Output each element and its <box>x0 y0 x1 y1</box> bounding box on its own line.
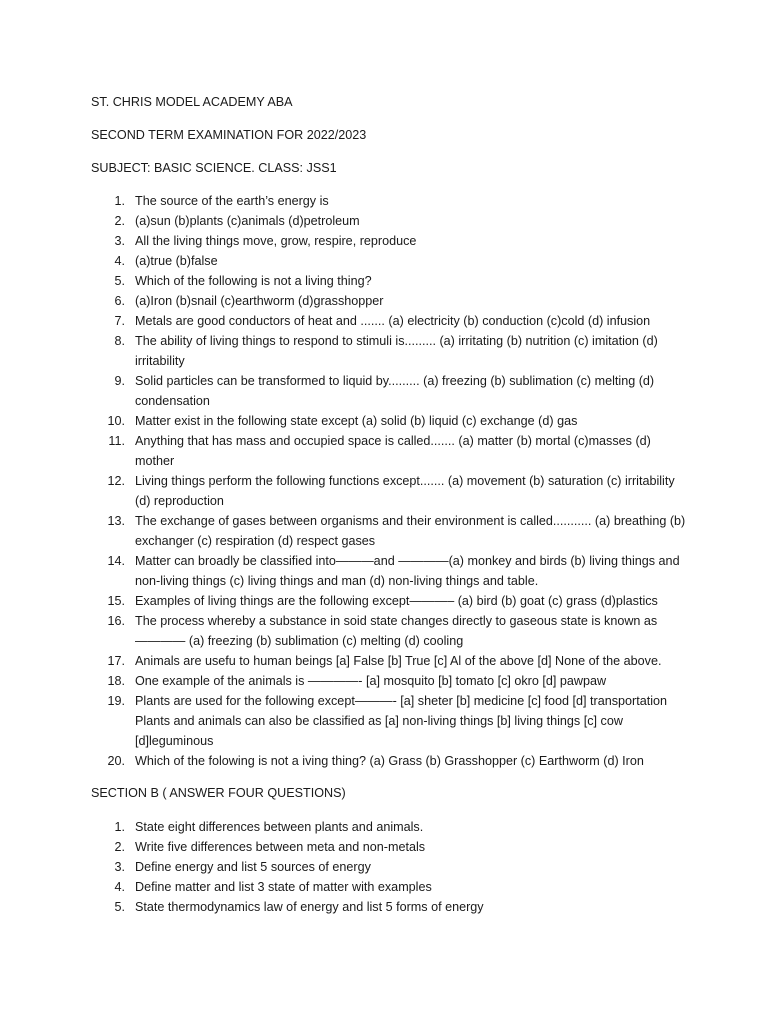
question-item <box>91 311 691 331</box>
question-text: The exchange of gases between organisms and their environment is called........... (a) breathing (b) exchanger (c) respiration (d) respect gases <box>135 514 686 548</box>
question-number: 9. <box>114 374 125 388</box>
question-number: 7. <box>114 314 125 328</box>
school-name: ST. CHRIS MODEL ACADEMY ABA <box>91 95 293 109</box>
question-item <box>91 897 691 917</box>
question-number: 19. <box>107 694 125 708</box>
question-text: (a)Iron (b)snail (c)earthworm (d)grasshopper <box>135 294 384 308</box>
question-number: 1. <box>114 820 125 834</box>
question-text: Define energy and list 5 sources of energy <box>135 860 371 874</box>
question-number: 10. <box>107 414 125 428</box>
section-b-title: SECTION B ( ANSWER FOUR QUESTIONS) <box>91 786 346 800</box>
question-item <box>91 411 691 431</box>
question-text: Matter exist in the following state except (a) solid (b) liquid (c) exchange (d) gas <box>135 414 578 428</box>
question-text: Write five differences between meta and non-metals <box>135 840 426 854</box>
question-item <box>91 837 691 857</box>
question-item <box>91 471 691 511</box>
question-text: Solid particles can be transformed to liquid by......... (a) freezing (b) sublimation (c) melting (d) condensation <box>135 374 655 408</box>
question-number: 13. <box>107 514 125 528</box>
question-number: 2. <box>114 214 125 228</box>
question-number: 12. <box>107 474 125 488</box>
question-item <box>91 291 691 311</box>
question-item <box>91 651 691 671</box>
question-text: Animals are usefu to human beings [a] False [b] True [c] Al of the above [d] None of the above. <box>135 654 662 668</box>
question-item <box>91 611 691 651</box>
question-text: Examples of living things are the following except———– (a) bird (b) goat (c) grass (d)plastics <box>135 594 658 608</box>
question-number: 1. <box>114 194 125 208</box>
question-text: State eight differences between plants and animals. <box>135 820 424 834</box>
section-b-question-list <box>91 817 691 917</box>
question-item <box>91 591 691 611</box>
question-number: 17. <box>107 654 125 668</box>
question-text: The ability of living things to respond to stimuli is......... (a) irritating (b) nutrition (c) imitation (d) irritability <box>135 334 658 368</box>
question-number: 14. <box>107 554 125 568</box>
question-item <box>91 751 691 771</box>
question-item <box>91 857 691 877</box>
question-number: 15. <box>107 594 125 608</box>
question-number: 4. <box>114 254 125 268</box>
question-text: All the living things move, grow, respire, reproduce <box>135 234 417 248</box>
question-number: 20. <box>107 754 125 768</box>
question-number: 16. <box>107 614 125 628</box>
question-text: Matter can broadly be classified into———and ————(a) monkey and birds (b) living things and non-living things (c) living things and man (d) non-living things and table. <box>135 554 680 588</box>
question-number: 3. <box>114 860 125 874</box>
question-text: The process whereby a substance in soid state changes directly to gaseous state is known as ———— (a) freezing (b) sublimation (c) melting (d) cooling <box>135 614 658 648</box>
question-item <box>91 331 691 371</box>
question-text: One example of the animals is ————- [a] mosquito [b] tomato [c] okro [d] pawpaw <box>135 674 607 688</box>
question-item <box>91 251 691 271</box>
question-item <box>91 691 691 751</box>
question-number: 5. <box>114 900 125 914</box>
question-number: 8. <box>114 334 125 348</box>
subject-class-line: SUBJECT: BASIC SCIENCE. CLASS: JSS1 <box>91 161 337 175</box>
question-text: Anything that has mass and occupied space is called....... (a) matter (b) mortal (c)masses (d) mother <box>135 434 651 468</box>
question-text: (a)true (b)false <box>135 254 218 268</box>
question-item <box>91 211 691 231</box>
question-item <box>91 551 691 591</box>
question-item <box>91 271 691 291</box>
question-number: 2. <box>114 840 125 854</box>
question-number: 11. <box>108 434 125 448</box>
question-text: Which of the following is not a living thing? <box>135 274 372 288</box>
question-number: 18. <box>107 674 125 688</box>
question-item <box>91 431 691 471</box>
question-item <box>91 511 691 551</box>
exam-title: SECOND TERM EXAMINATION FOR 2022/2023 <box>91 128 367 142</box>
question-text: State thermodynamics law of energy and list 5 forms of energy <box>135 900 484 914</box>
question-item <box>91 191 691 211</box>
question-item <box>91 817 691 837</box>
question-text: Living things perform the following functions except....... (a) movement (b) saturation (c) irritability (d) reproduction <box>135 474 675 508</box>
question-text: The source of the earth’s energy is <box>135 194 329 208</box>
question-number: 6. <box>114 294 125 308</box>
question-text: Metals are good conductors of heat and ....... (a) electricity (b) conduction (c)cold (d) infusion <box>135 314 651 328</box>
question-item <box>91 231 691 251</box>
question-item <box>91 877 691 897</box>
question-item <box>91 371 691 411</box>
question-number: 4. <box>114 880 125 894</box>
question-text: Define matter and list 3 state of matter with examples <box>135 880 432 894</box>
question-text: Plants are used for the following except———- [a] sheter [b] medicine [c] food [d] transportation Plants and animals can also be classified as [a] non-living things [b] living things [c] cow [d]leguminous <box>135 694 668 748</box>
section-a-question-list <box>91 191 691 771</box>
question-text: (a)sun (b)plants (c)animals (d)petroleum <box>135 214 360 228</box>
question-item <box>91 671 691 691</box>
question-text: Which of the folowing is not a iving thing? (a) Grass (b) Grasshopper (c) Earthworm (d) Iron <box>135 754 644 768</box>
question-number: 3. <box>114 234 125 248</box>
question-number: 5. <box>114 274 125 288</box>
